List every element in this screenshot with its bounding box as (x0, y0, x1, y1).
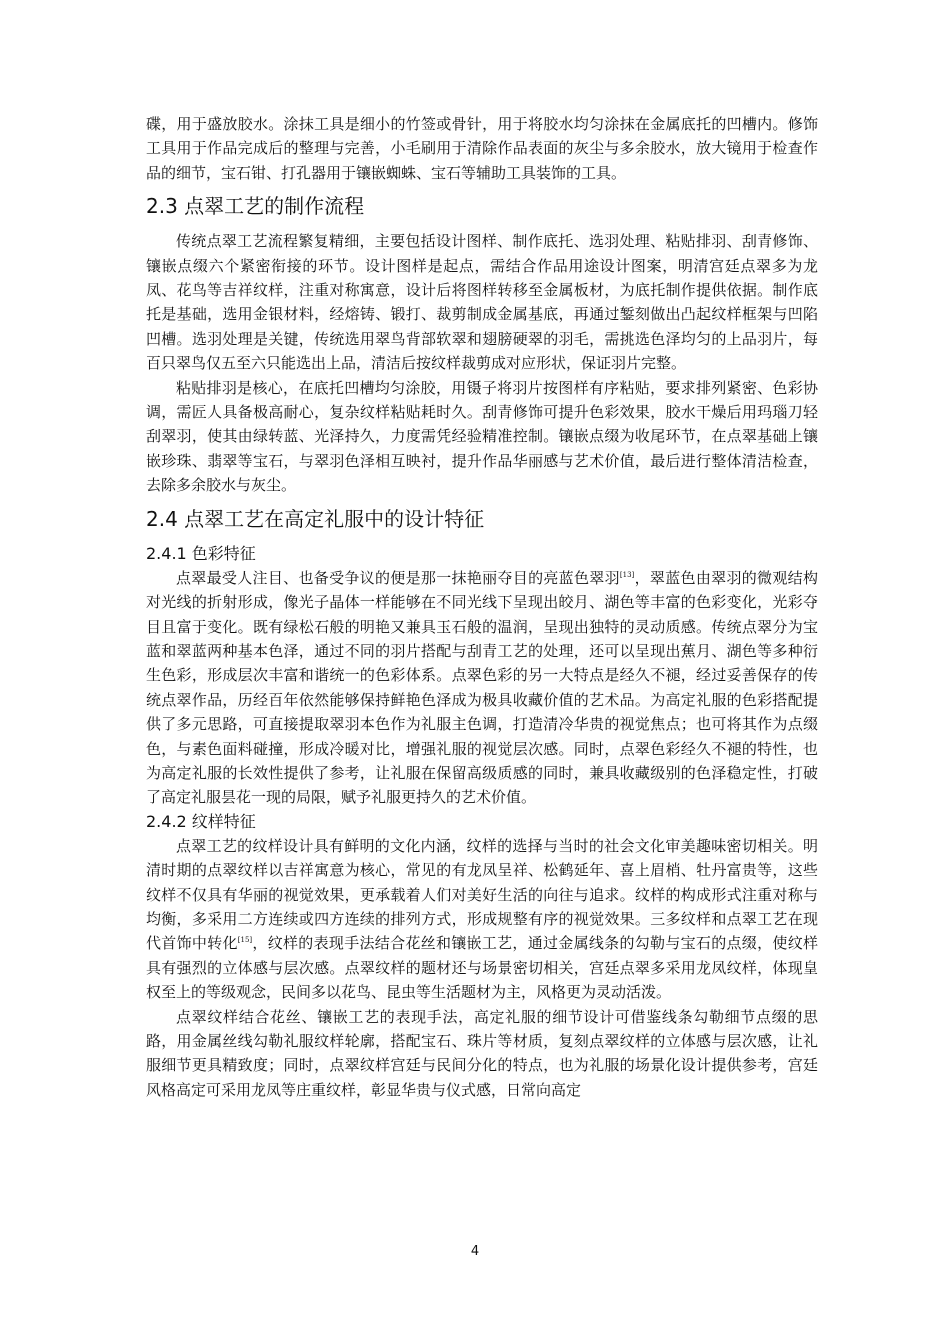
paragraph-pattern-features (146, 834, 818, 1005)
page-number: 4 (470, 1244, 480, 1259)
section-heading-2-4: 2.4 点翠工艺在高定礼服中的设计特征 (146, 506, 485, 531)
paragraph-text: 点翠工艺的纹样设计具有鲜明的文化内涵，纹样的选择与当时的社会文化审美趣味密切相关。明清时期的点翠纹样以吉祥寓意为核心，常见的有龙凤呈祥、松鹤延年、喜上眉梢、牡丹富贵等，这些纹样不仅具有华丽的视觉效果，更承载着人们对美好生活的向往与追求。纹样的构成形式注重对称与均衡，多采用二方连续或四方连续的排列方式，形成规整有序的视觉效果。三多纹样和点翠工艺在现代首饰中转化 (146, 836, 818, 953)
paragraph-pattern-application: 点翠纹样结合花丝、镶嵌工艺的表现手法，高定礼服的细节设计可借鉴线条勾勒细节点缀的思路，用金属丝线勾勒礼服纹样轮廓，搭配宝石、珠片等材质，复刻点翠纹样的立体感与层次感，让礼服细节更具精致度；同时，点翠纹样宫廷与民间分化的特点，也为礼服的场景化设计提供参考，宫廷风格高定可采用龙凤等庄重纹样，彰显华贵与仪式感，日常向高定 (146, 1007, 818, 1099)
paragraph-text: 点翠最受人注目、也备受争议的便是那一抹艳丽夺目的亮蓝色翠羽 (176, 568, 620, 587)
paragraph-text: ，纹样的表现手法结合花丝和镶嵌工艺，通过金属线条的勾勒与宝石的点缀，使纹样具有强烈的立体感与层次感。点翠纹样的题材还与场景密切相关，宫廷点翠多采用龙凤纹样，体现皇权至上的等级观念，民间多以花鸟、昆虫等生活题材为主，风格更为灵动活泼。 (146, 934, 818, 1002)
section-heading-2-3: 2.3 点翠工艺的制作流程 (146, 194, 365, 219)
citation-ref: [13] (619, 570, 635, 579)
paragraph-process-details: 粘贴排羽是核心，在底托凹槽均匀涂胶，用镊子将羽片按图样有序粘贴，要求排列紧密、色彩协调，需匠人具备极高耐心，复杂纹样粘贴耗时久。刮青修饰可提升色彩效果，胶水干燥后用玛瑙刀轻刮翠羽，使其由绿转蓝、光泽持久，力度需凭经验精准控制。镶嵌点缀为收尾环节，在点翠基础上镶嵌珍珠、翡翠等宝石，与翠羽色泽相互映衬，提升作品华丽感与艺术价值，最后进行整体清洁检查，去除多余胶水与灰尘。 (146, 378, 818, 495)
paragraph-color-features (146, 566, 818, 810)
page-body (146, 112, 818, 1102)
subsection-heading-2-4-2: 2.4.2 纹样特征 (146, 811, 256, 831)
paragraph-process-overview: 传统点翠工艺流程繁复精细，主要包括设计图样、制作底托、选羽处理、粘贴排羽、刮青修饰、镶嵌点缀六个紧密衔接的环节。设计图样是起点，需结合作品用途设计图案，明清宫廷点翠多为龙凤、花鸟等吉祥纹样，注重对称寓意，设计后将图样转移至金属板材，为底托制作提供依据。制作底托是基础，选用金银材料，经熔铸、锻打、裁剪制成金属基底，再通过錾刻做出凸起纹样框架与凹陷凹槽。选羽处理是关键，传统选用翠鸟背部软翠和翅膀硬翠的羽毛，需挑选色泽均匀的上品羽片，每百只翠鸟仅五至六只能选出上品，清洁后按纹样裁剪成对应形状，保证羽片完整。 (146, 232, 818, 373)
citation-ref: [15] (237, 936, 253, 945)
subsection-heading-2-4-1: 2.4.1 色彩特征 (146, 543, 256, 563)
paragraph-text: ，翠蓝色由翠羽的微观结构对光线的折射形成，像光子晶体一样能够在不同光线下呈现出皎月、湖色等丰富的色彩变化，光彩夺目且富于变化。既有绿松石般的明艳又兼具玉石般的温润，呈现出独特的灵动质感。传统点翠分为宝蓝和翠蓝两种基本色泽，通过不同的羽片搭配与刮青工艺的处理，还可以呈现出蕉月、湖色等多种衍生色彩，形成层次丰富和谐统一的色彩体系。点翠色彩的另一大特点是经久不褪，经过妥善保存的传统点翠作品，历经百年依然能够保持鲜艳色泽成为极具收藏价值的艺术品。为高定礼服的色彩搭配提供了多元思路，可直接提取翠羽本色作为礼服主色调，打造清冷华贵的视觉焦点；也可将其作为点缀色，与素色面料碰撞，形成冷暖对比，增强礼服的视觉层次感。同时，点翠色彩经久不褪的特性，也为高定礼服的长效性提供了参考，让礼服在保留高级质感的同时，兼具收藏级别的色泽稳定性，打破了高定礼服昙花一现的局限，赋予礼服更持久的艺术价值。 (146, 568, 818, 807)
paragraph-tools-continued: 碟，用于盛放胶水。涂抹工具是细小的竹签或骨针，用于将胶水均匀涂抹在金属底托的凹槽内。修饰工具用于作品完成后的整理与完善，小毛刷用于清除作品表面的灰尘与多余胶水，放大镜用于检查作品的细节，宝石钳、打孔器用于镶嵌蜘蛛、宝石等辅助工具装饰的工具。 (146, 115, 818, 182)
